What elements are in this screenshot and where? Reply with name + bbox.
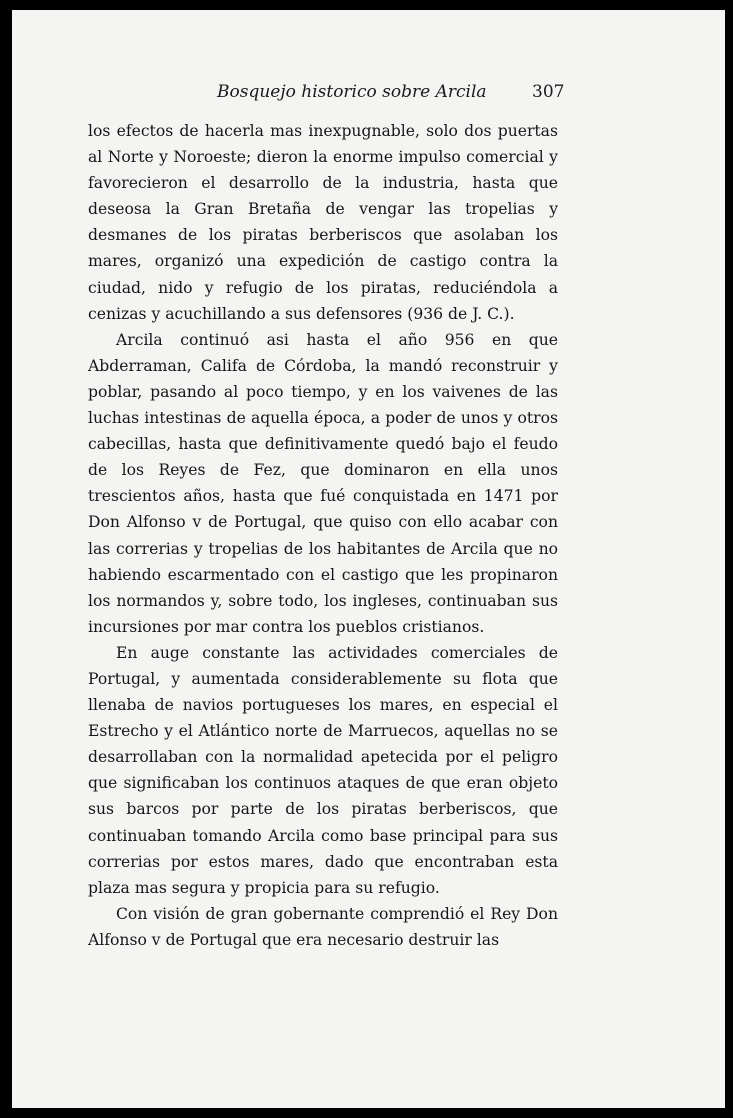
running-title: Bosquejo historico sobre Arcila [217, 82, 487, 102]
body-text [88, 118, 558, 953]
running-header [12, 82, 725, 106]
paragraph-2: Arcila continuó asi hasta el año 956 en que Abderraman, Califa de Córdoba, la mandó reconstruir y poblar, pasando al poco tiempo, y en los vaivenes de las luchas intestinas de aquella época, a poder de unos y otros cabecillas, hasta que definitivamente quedó bajo el feudo de los Reyes de Fez, que dominaron en ella unos trescientos años, hasta que fué conquistada en 1471 por Don Alfonso v de Portugal, que quiso con ello acabar con las correrias y tropelias de los habitantes de Arcila que no habiendo escarmentado con el castigo que les propinaron los normandos y, sobre todo, los ingleses, continuaban sus incursiones por mar contra los pueblos cristianos. [88, 330, 558, 636]
page-number: 307 [532, 82, 565, 102]
paragraph-3: En auge constante las actividades comerciales de Portugal, y aumentada considerablemente su flota que llenaba de navios portugueses los mares, en especial el Estrecho y el Atlántico norte de Marruecos, aquellas no se desarrollaban con la normalidad apetecida por el peligro que significaban los continuos ataques de que eran objeto sus barcos por parte de los piratas berberiscos, que continuaban tomando Arcila como base principal para sus correrias por estos mares, dado que encontraban esta plaza mas segura y propicia para su refugio. [88, 643, 558, 897]
paragraph-4: Con visión de gran gobernante comprendió el Rey Don Alfonso v de Portugal que era necesario destruir las [88, 904, 558, 949]
book-page [12, 10, 725, 1108]
paragraph-1: los efectos de hacerla mas inexpugnable, solo dos puertas al Norte y Noroeste; dieron la enorme impulso comercial y favorecieron el desarrollo de la industria, hasta que deseosa la Gran Bretaña de vengar las tropelias y desmanes de los piratas berberiscos que asolaban los mares, organizó una expedición de castigo contra la ciudad, nido y refugio de los piratas, reduciéndola a cenizas y acuchillando a sus defensores (936 de J. C.). [88, 122, 558, 323]
